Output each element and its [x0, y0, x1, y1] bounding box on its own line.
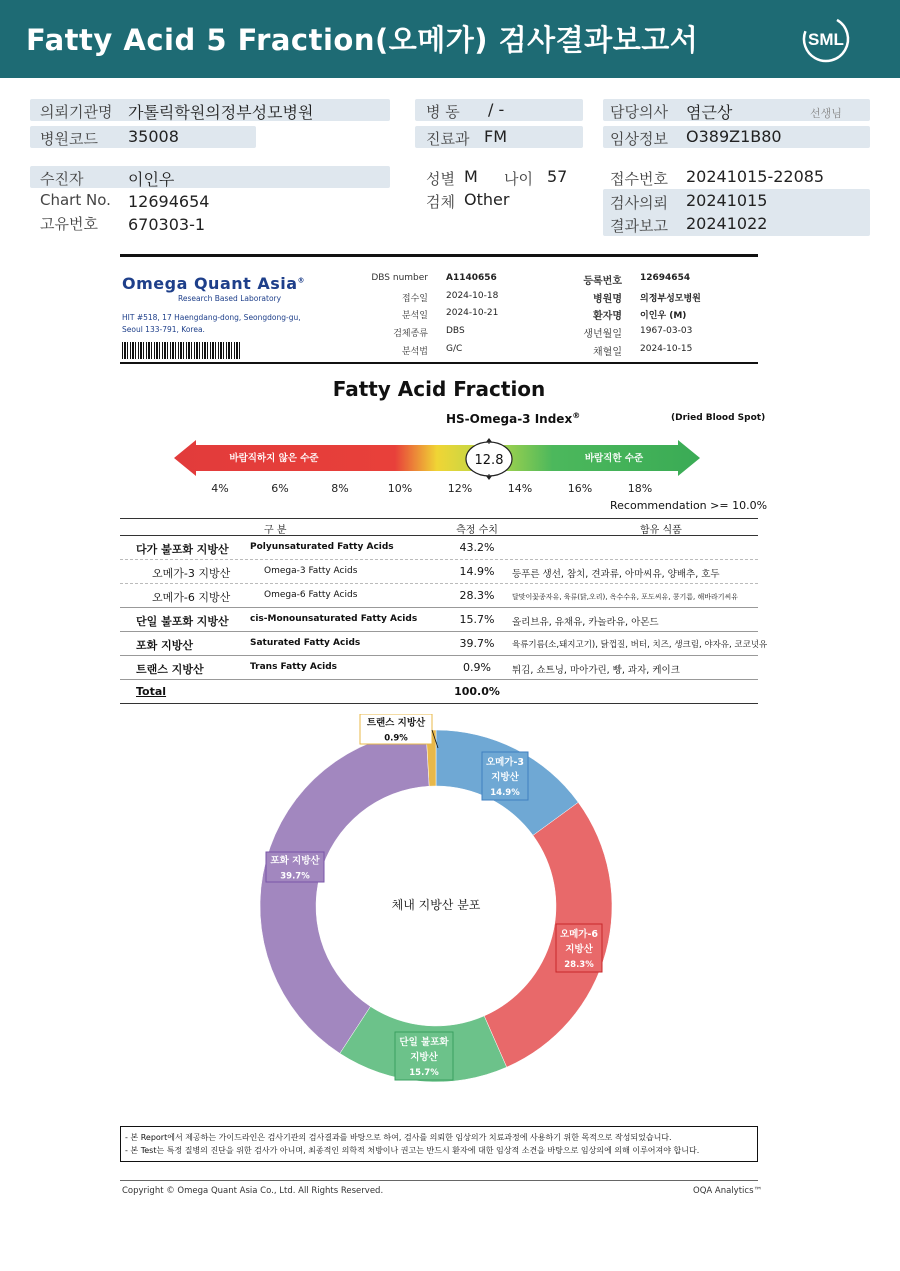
fraction-title: Fatty Acid Fraction: [332, 377, 546, 401]
method-label: 분석법: [401, 347, 428, 357]
row-value: 0.9%: [463, 661, 491, 674]
uid-value: 670303-1: [128, 215, 206, 234]
scale-tick: 10%: [387, 482, 413, 495]
hospital-value: 의정부성모병원: [640, 294, 701, 304]
sml-logo-text: SML: [808, 30, 844, 49]
slice-name-label: 오메가-6: [559, 929, 599, 940]
row-en: Trans Fatty Acids: [250, 662, 338, 672]
analyzed-label: 분석일: [401, 311, 428, 321]
recommendation: Recommendation >= 10.0%: [610, 499, 768, 512]
method-value: G/C: [446, 344, 463, 354]
table-row: [120, 656, 758, 680]
table-row: [120, 536, 758, 560]
scale-tick: 12%: [447, 482, 473, 495]
row-value: 39.7%: [459, 637, 495, 650]
oqa-analytics: OQA Analytics™: [693, 1186, 762, 1196]
hs-omega3-title: [446, 411, 580, 426]
oqa-logo: [122, 274, 305, 293]
slice-name-label: 지방산: [565, 944, 593, 955]
age-label: 나이: [504, 170, 533, 188]
specimen-type-value: DBS: [446, 326, 465, 336]
oqa-logo-name: Omega Quant Asia: [122, 274, 298, 293]
patient-name-value: 이인우 (M): [640, 311, 687, 321]
donut-center-title: 체내 지방산 분포: [391, 898, 481, 912]
request-label: 검사의뢰: [610, 194, 668, 212]
slice-label: [482, 752, 528, 800]
lab-subtitle: Research Based Laboratory: [178, 294, 282, 303]
header-bar: [0, 0, 900, 78]
report-top-rule: [120, 254, 758, 257]
slice-label: [395, 1032, 453, 1080]
patient-label: 수진자: [40, 170, 84, 188]
footer-rule: [120, 1180, 758, 1181]
lab-address-line2: Seoul 133-791, Korea.: [122, 325, 205, 334]
scale-tick: 18%: [627, 482, 653, 495]
institution-label: 의뢰기관명: [40, 103, 113, 121]
sml-logo: [800, 14, 852, 64]
index-marker: [466, 438, 512, 480]
row-foods: 달맞이꽃종자유, 육류(닭,오리), 옥수수유, 포도씨유, 콩기름, 해바라기씨유: [512, 593, 739, 601]
slice-value-label: 0.9%: [384, 733, 408, 744]
omega3-index-scale: [174, 436, 700, 480]
slice-name-label: 오메가-3: [485, 757, 525, 768]
sex-value: M: [464, 167, 478, 186]
row-value: 43.2%: [459, 541, 495, 554]
row-kr: 다가 불포화 지방산: [136, 543, 229, 556]
slice-name-label: 지방산: [410, 1052, 438, 1063]
report-label: 결과보고: [610, 217, 668, 235]
slice-name-label: 트랜스 지방산: [366, 717, 426, 729]
note-line-2: - 본 Test는 특정 질병의 진단을 위한 검사가 아니며, 최종적인 의학적 처방이나 권고는 반드시 환자에 대한 임상적 소견을 바탕으로 임상의에 의해 이루어져야 합니다.: [125, 1146, 700, 1155]
notes-box: [120, 1126, 758, 1162]
scale-tick: 16%: [567, 482, 593, 495]
fatty-acid-table: [120, 518, 768, 704]
slice-name-label: 단일 불포화: [399, 1037, 449, 1048]
institution-value: 가톨릭학원의정부성모병원: [128, 103, 314, 122]
row-en: Omega-6 Fatty Acids: [264, 590, 358, 600]
lab-address-line1: HIT #518, 17 Haengdang-dong, Seongdong-gu,: [122, 313, 301, 322]
header-value: 측정 수치: [456, 525, 498, 536]
slice-value-label: 15.7%: [409, 1068, 439, 1078]
row-kr: 포화 지방산: [136, 639, 193, 652]
report-value: 20241022: [686, 214, 768, 233]
row-en: Saturated Fatty Acids: [250, 638, 361, 648]
header-foods: 함유 식품: [640, 525, 682, 536]
scale-tick: 6%: [271, 482, 289, 495]
uid-label: 고유번호: [40, 215, 98, 233]
row-kr: 오메가-3 지방산: [152, 567, 231, 580]
slice-name-label: 포화 지방산: [270, 855, 320, 867]
hs-omega3-label: HS-Omega-3 Index: [446, 412, 573, 426]
desirable-label: 바람직한 수준: [584, 453, 644, 464]
donut-slice: [260, 730, 429, 1053]
scale-tick: 14%: [507, 482, 533, 495]
slice-label: [556, 924, 602, 972]
collected-value: 2024-10-15: [640, 344, 693, 354]
undesirable-label: 바람직하지 않은 수준: [229, 453, 319, 464]
clinical-value: O389Z1B80: [686, 127, 782, 146]
request-value: 20241015: [686, 191, 768, 210]
doctor-value: 염근상: [686, 103, 733, 122]
lab-address: [122, 312, 301, 336]
copyright: Copyright © Omega Quant Asia Co., Ltd. All Rights Reserved.: [122, 1186, 384, 1196]
slice-value-label: 39.7%: [280, 871, 310, 882]
index-value: 12.8: [474, 453, 504, 468]
table-header: [120, 518, 758, 536]
patient-name-label: 환자명: [593, 311, 622, 322]
department-label: 진료과: [426, 130, 470, 148]
receipt-label: 접수번호: [610, 170, 668, 188]
patient-row: [30, 166, 390, 188]
row-foods: 올리브유, 유채유, 카놀라유, 아몬드: [512, 617, 659, 628]
row-value: 14.9%: [459, 565, 495, 578]
table-total-row: [120, 680, 758, 704]
dbs-label: DBS number: [371, 273, 428, 283]
age-value: 57: [547, 167, 568, 186]
hospital-code-label: 병원코드: [40, 130, 98, 148]
fatty-acid-donut-chart: [240, 714, 640, 1114]
slice-label: [360, 714, 432, 744]
slice-name-label: 지방산: [491, 772, 519, 783]
slice-value-label: 14.9%: [490, 788, 520, 798]
row-foods: 등푸른 생선, 참치, 견과류, 아마씨유, 양배추, 호두: [512, 569, 720, 580]
row-en: cis-Monounsaturated Fatty Acids: [250, 614, 418, 624]
table-row: [120, 560, 758, 584]
clinical-label: 임상정보: [610, 130, 668, 148]
department-value: FM: [484, 127, 508, 146]
hs-omega3-reg: ®: [572, 411, 581, 420]
scale-tick: 4%: [211, 482, 229, 495]
total-value: 100.0%: [454, 685, 500, 698]
note-line-1: - 본 Report에서 제공하는 가이드라인은 검사기관의 검사결과를 바탕으로 하여, 검사를 의뢰한 임상의가 치료과정에 사용하기 위한 목적으로 작성되었습니다.: [125, 1133, 672, 1142]
sex-label: 성별: [426, 170, 455, 188]
hospital-code-value: 35008: [128, 127, 179, 146]
dbs-value: A1140656: [446, 273, 497, 283]
slice-label: [266, 852, 324, 882]
doctor-suffix: 선생님: [810, 107, 842, 120]
row-en: Omega-3 Fatty Acids: [264, 566, 358, 576]
chart-value: 12694654: [128, 192, 210, 211]
oqa-logo-reg: ®: [297, 276, 306, 285]
collected-label: 채혈일: [593, 347, 622, 358]
specimen-value: Other: [464, 190, 510, 209]
doctor-label: 담당의사: [610, 103, 668, 121]
hospital-label: 병원명: [593, 294, 622, 305]
table-row: [120, 608, 758, 632]
meta-bottom-rule: [120, 362, 758, 364]
sample-type: (Dried Blood Spot): [671, 413, 766, 423]
scale-tick: 8%: [331, 482, 349, 495]
ward-value: / -: [488, 100, 505, 119]
row-foods: 육류기름(소,돼지고기), 닭껍질, 버터, 치즈, 생크림, 야자유, 코코넛유: [512, 640, 768, 650]
reg-value: 12694654: [640, 273, 691, 283]
row-foods: 튀김, 쇼트닝, 마아가린, 빵, 과자, 케이크: [512, 665, 680, 676]
received-label: 접수일: [401, 294, 428, 304]
birth-label: 생년월일: [583, 329, 622, 340]
received-value: 2024-10-18: [446, 291, 499, 301]
specimen-label: 검체: [426, 193, 455, 211]
row-kr: 단일 불포화 지방산: [136, 615, 229, 628]
row-value: 28.3%: [459, 589, 495, 602]
row-en: Polyunsaturated Fatty Acids: [250, 542, 394, 552]
chart-label: Chart No.: [40, 191, 111, 209]
row-kr: 오메가-6 지방산: [152, 591, 231, 604]
table-row: [120, 584, 758, 608]
specimen-type-label: 검체종류: [393, 329, 428, 339]
slice-value-label: 28.3%: [564, 960, 594, 970]
patient-value: 이인우: [128, 170, 175, 189]
report-title: Fatty Acid 5 Fraction(오메가) 검사결과보고서: [26, 23, 699, 57]
analyzed-value: 2024-10-21: [446, 308, 499, 318]
reg-label: 등록번호: [583, 276, 622, 287]
row-kr: 트랜스 지방산: [136, 663, 204, 676]
ward-label: 병 동: [426, 103, 460, 121]
row-value: 15.7%: [459, 613, 495, 626]
barcode: [122, 342, 242, 359]
birth-value: 1967-03-03: [640, 326, 693, 336]
header-category: 구 분: [264, 525, 287, 536]
table-row: [120, 632, 768, 656]
total-label: Total: [136, 685, 167, 698]
receipt-value: 20241015-22085: [686, 167, 825, 186]
